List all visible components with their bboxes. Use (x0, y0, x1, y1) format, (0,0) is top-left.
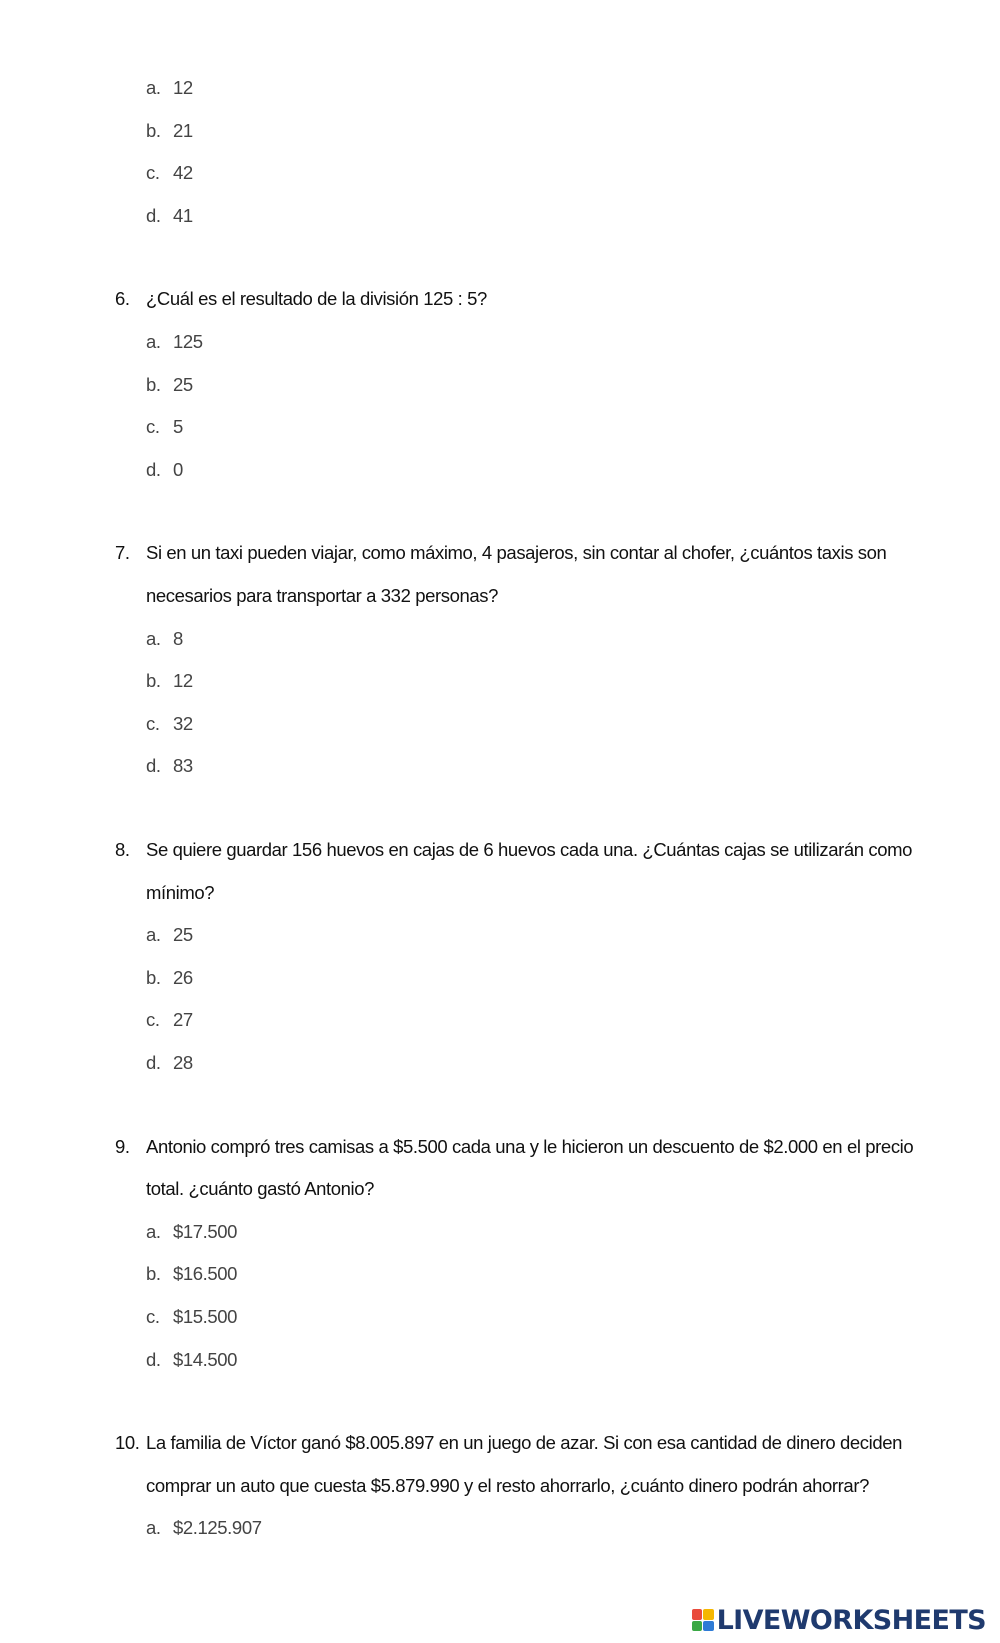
option-text: $17.500 (173, 1221, 238, 1242)
option-text: $15.500 (173, 1306, 238, 1327)
option-text: 83 (173, 755, 193, 776)
option-text: $14.500 (173, 1349, 238, 1370)
question-text: Si en un taxi pueden viajar, como máximo, 4 pasajeros, sin contar al chofer, ¿cuántos taxis son (146, 542, 887, 563)
liveworksheets-logo[interactable] (692, 1605, 986, 1635)
option-letter: a. (146, 77, 161, 98)
option-letter: d. (146, 1052, 161, 1073)
option-letter: a. (146, 1221, 161, 1242)
option-letter: b. (146, 120, 161, 141)
question-text: mínimo? (146, 882, 215, 903)
option-letter: a. (146, 628, 161, 649)
option-letter: d. (146, 205, 161, 226)
option-letter: c. (146, 1009, 160, 1030)
option-text: 32 (173, 713, 193, 734)
option-text: 27 (173, 1009, 193, 1030)
option-letter: c. (146, 1306, 160, 1327)
question-text: necesarios para transportar a 332 personas? (146, 585, 498, 606)
option-text: 25 (173, 374, 193, 395)
option-letter: a. (146, 924, 161, 945)
logo-square-green (692, 1621, 703, 1632)
option-letter: b. (146, 374, 161, 395)
option-letter: c. (146, 713, 160, 734)
option-letter: a. (146, 331, 161, 352)
option-text: 12 (173, 670, 193, 691)
question-number: 7. (115, 542, 130, 563)
option-letter: c. (146, 416, 160, 437)
question-text: comprar un auto que cuesta $5.879.990 y el resto ahorrarlo, ¿cuánto dinero podrán ahorrar? (146, 1475, 869, 1496)
question-number: 6. (115, 288, 130, 309)
option-text: 21 (173, 120, 193, 141)
option-text: 125 (173, 331, 203, 352)
option-text: 0 (173, 459, 183, 480)
logo-icon (692, 1609, 714, 1631)
option-text: 8 (173, 628, 183, 649)
option-text: $16.500 (173, 1263, 238, 1284)
option-letter: a. (146, 1517, 161, 1538)
question-number: 9. (115, 1136, 130, 1157)
question-text: La familia de Víctor ganó $8.005.897 en un juego de azar. Si con esa cantidad de dinero deciden (146, 1432, 903, 1453)
option-text: 25 (173, 924, 193, 945)
option-letter: b. (146, 967, 161, 988)
question-text: ¿Cuál es el resultado de la división 125 : 5? (146, 288, 487, 309)
logo-text: LIVEWORKSHEETS (716, 1604, 986, 1636)
logo-square-blue (703, 1621, 714, 1632)
option-text: 26 (173, 967, 193, 988)
option-text: 28 (173, 1052, 193, 1073)
option-letter: c. (146, 162, 160, 183)
option-text: 42 (173, 162, 193, 183)
question-number: 8. (115, 839, 130, 860)
option-letter: d. (146, 755, 161, 776)
option-letter: d. (146, 1349, 161, 1370)
option-letter: b. (146, 670, 161, 691)
option-text: 41 (173, 205, 193, 226)
option-text: $2.125.907 (173, 1517, 262, 1538)
option-text: 5 (173, 416, 183, 437)
question-text: total. ¿cuánto gastó Antonio? (146, 1178, 375, 1199)
logo-square-yellow (703, 1609, 714, 1620)
question-text: Antonio compró tres camisas a $5.500 cada una y le hicieron un descuento de $2.000 en el precio (146, 1136, 914, 1157)
option-letter: b. (146, 1263, 161, 1284)
question-number: 10. (115, 1432, 140, 1453)
logo-square-red (692, 1609, 703, 1620)
option-letter: d. (146, 459, 161, 480)
question-text: Se quiere guardar 156 huevos en cajas de 6 huevos cada una. ¿Cuántas cajas se utilizarán como (146, 839, 912, 860)
option-text: 12 (173, 77, 193, 98)
